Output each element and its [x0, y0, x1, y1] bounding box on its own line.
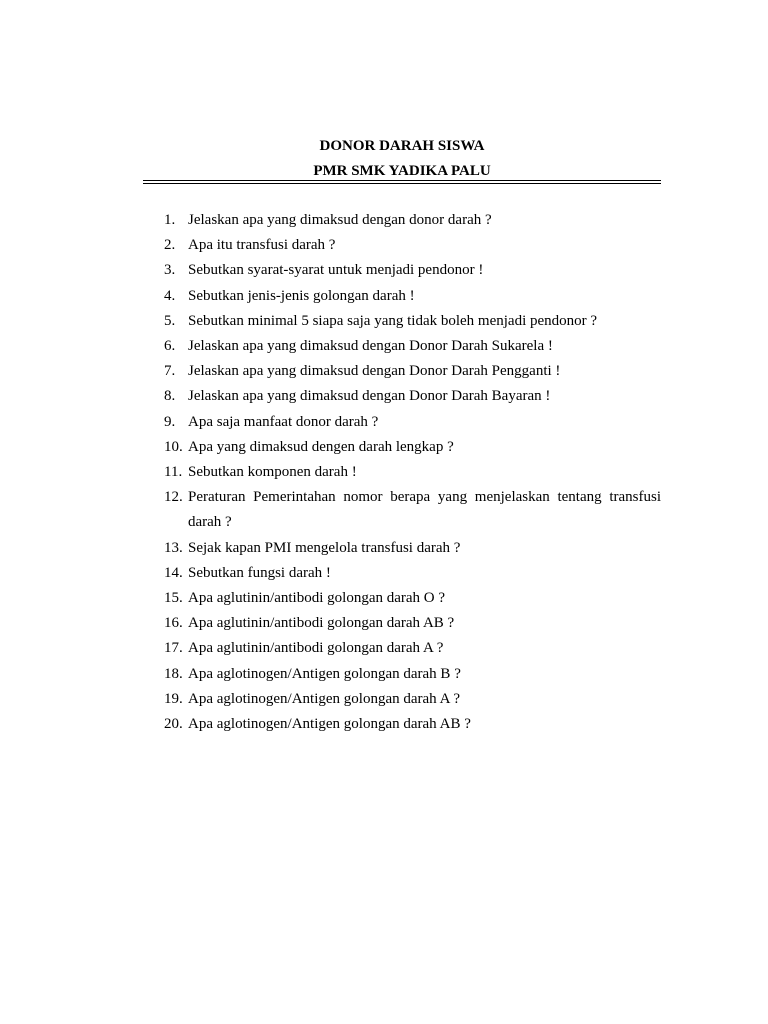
- question-text: Apa aglutinin/antibodi golongan darah A ?: [188, 640, 444, 657]
- question-item: [143, 536, 661, 561]
- question-text: Apa aglutinin/antibodi golongan darah O ?: [188, 590, 446, 607]
- question-number: 6.: [164, 338, 176, 355]
- document-title: DONOR DARAH SISWA: [319, 138, 485, 154]
- question-text: Apa yang dimaksud dengen darah lengkap ?: [188, 438, 454, 455]
- question-text: Jelaskan apa yang dimaksud dengan Donor Darah Sukarela !: [188, 338, 553, 355]
- question-text: Apa itu transfusi darah ?: [188, 237, 336, 254]
- question-text: Sebutkan syarat-syarat untuk menjadi pendonor !: [188, 262, 484, 279]
- question-number: 7.: [164, 363, 176, 380]
- question-item: [143, 435, 661, 460]
- question-text: Peraturan Pemerintahan nomor berapa yang menjelaskan tentang transfusi darah ?: [188, 489, 661, 531]
- question-number: 20.: [164, 716, 183, 733]
- question-number: 3.: [164, 262, 176, 279]
- question-text: Sebutkan jenis-jenis golongan darah !: [188, 287, 415, 304]
- question-text: Sebutkan komponen darah !: [188, 464, 357, 481]
- question-text: Apa aglotinogen/Antigen golongan darah A ?: [188, 690, 461, 707]
- question-text: Apa saja manfaat donor darah ?: [188, 413, 379, 430]
- question-number: 2.: [164, 237, 176, 254]
- question-text: Sejak kapan PMI mengelola transfusi darah ?: [188, 539, 461, 556]
- header-double-rule: [143, 180, 661, 184]
- question-number: 5.: [164, 312, 176, 329]
- question-item: [143, 334, 661, 359]
- question-number: 17.: [164, 640, 183, 657]
- question-item: [143, 611, 661, 636]
- question-text: Sebutkan minimal 5 siapa saja yang tidak boleh menjadi pendonor ?: [188, 312, 598, 329]
- question-item: [143, 384, 661, 409]
- document-header: [143, 136, 661, 181]
- question-text: Apa aglutinin/antibodi golongan darah AB ?: [188, 615, 455, 632]
- question-item: [143, 662, 661, 687]
- question-number: 1.: [164, 212, 176, 228]
- question-text: Apa aglotinogen/Antigen golongan darah B ?: [188, 665, 461, 682]
- question-item: [143, 712, 661, 737]
- question-item: [143, 258, 661, 283]
- question-number: 9.: [164, 413, 176, 430]
- question-number: 15.: [164, 590, 183, 607]
- question-number: 19.: [164, 690, 183, 707]
- question-item: [143, 460, 661, 485]
- question-text: Jelaskan apa yang dimaksud dengan Donor Darah Bayaran !: [188, 388, 551, 405]
- question-text: Jelaskan apa yang dimaksud dengan Donor Darah Pengganti !: [188, 363, 561, 380]
- document-subtitle: PMR SMK YADIKA PALU: [313, 163, 491, 179]
- question-item: [143, 561, 661, 586]
- question-item: [143, 359, 661, 384]
- question-text: Sebutkan fungsi darah !: [188, 564, 331, 581]
- question-number: 4.: [164, 287, 176, 304]
- question-item: [143, 309, 661, 334]
- question-item: [143, 636, 661, 661]
- question-item: [143, 586, 661, 611]
- question-number: 11.: [164, 464, 183, 481]
- question-number: 13.: [164, 539, 183, 556]
- question-item: [143, 485, 661, 535]
- question-item: [143, 687, 661, 712]
- question-number: 18.: [164, 665, 183, 682]
- question-item: [143, 208, 661, 233]
- question-number: 8.: [164, 388, 176, 405]
- question-number: 10.: [164, 438, 183, 455]
- question-list: [143, 208, 661, 737]
- question-item: [143, 233, 661, 258]
- question-text: Apa aglotinogen/Antigen golongan darah AB ?: [188, 716, 471, 733]
- question-text: Jelaskan apa yang dimaksud dengan donor darah ?: [188, 212, 492, 228]
- question-item: [143, 284, 661, 309]
- question-number: 12.: [164, 489, 183, 506]
- question-number: 14.: [164, 564, 183, 581]
- question-item: [143, 410, 661, 435]
- question-number: 16.: [164, 615, 183, 632]
